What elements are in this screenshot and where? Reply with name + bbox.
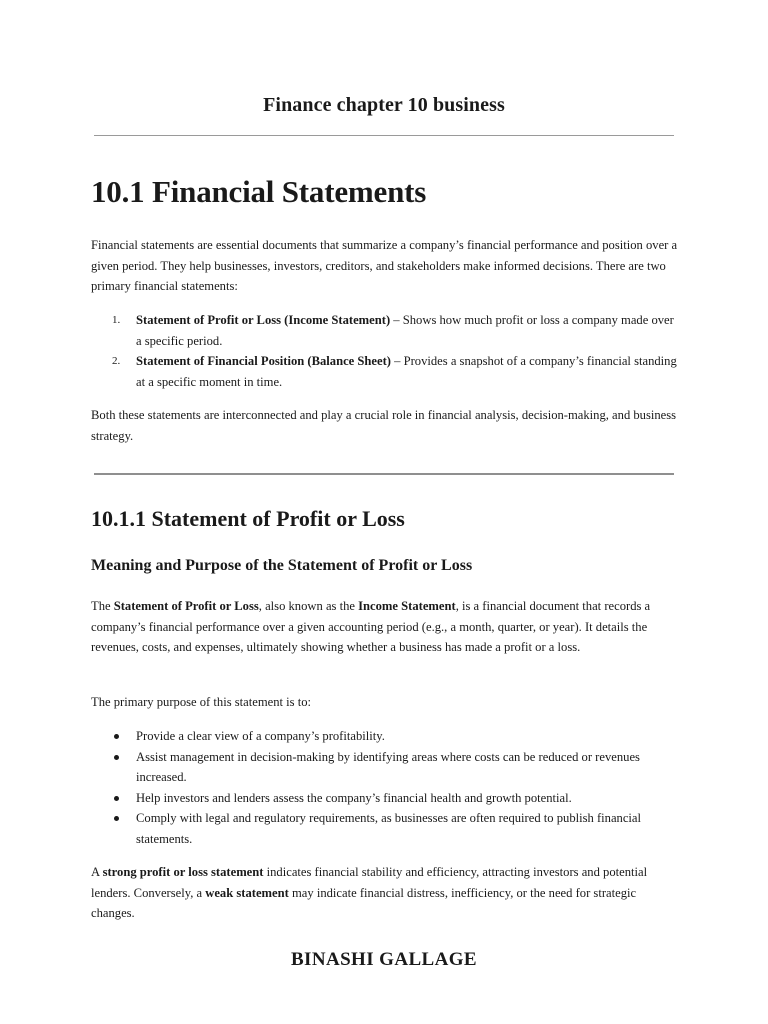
list-item xyxy=(91,808,681,849)
list-item xyxy=(91,351,681,392)
bold-term: Statement of Profit or Loss xyxy=(113,599,259,613)
statement-description: – Provides a snapshot of a company’s financial standing at a specific moment in time. xyxy=(136,354,677,389)
text-run: , is a financial document that records a company’s financial performance over a given accounting period (e.g., a month, quarter, or year). It details the revenues, costs, and expenses, ultimately showing whether a business has made a profit or a loss. xyxy=(91,599,651,654)
bullet-icon xyxy=(114,796,119,801)
list-item-text: Comply with legal and regulatory requirements, as businesses are often required to publish financial statements. xyxy=(136,811,642,846)
list-item xyxy=(91,310,681,351)
bold-term: Income Statement xyxy=(358,599,456,613)
section-conclusion-paragraph: Both these statements are interconnected and play a crucial role in financial analysis, decision-making, and business strategy. xyxy=(91,408,677,443)
statements-list xyxy=(91,310,681,392)
section-intro-paragraph: Financial statements are essential documents that summarize a company’s financial performance and position over a given period. They help businesses, investors, creditors, and stakeholders make informed decisions. There are two primary financial statements: xyxy=(91,238,678,293)
section-heading: 10.1 Financial Statements xyxy=(91,174,427,209)
list-item-text: Help investors and lenders assess the company’s financial health and growth potential. xyxy=(136,790,572,805)
bullet-icon xyxy=(114,816,119,821)
text-run: may indicate financial distress, inefficiency, or the need for strategic changes. xyxy=(91,885,637,920)
bold-term: strong profit or loss statement xyxy=(102,865,264,879)
text-run: A xyxy=(91,865,103,879)
document-title: Finance chapter 10 business xyxy=(263,94,505,116)
bullet-icon xyxy=(114,734,119,739)
list-item-text: Provide a clear view of a company’s profitability. xyxy=(136,729,385,743)
statement-term: Statement of Financial Position (Balance Sheet) xyxy=(136,354,391,368)
statement-term: Statement of Profit or Loss (Income Statement) xyxy=(136,313,391,327)
title-divider xyxy=(94,135,674,136)
strength-paragraph xyxy=(91,862,681,924)
purpose-list xyxy=(91,726,681,849)
list-number: 1. xyxy=(112,314,121,326)
list-item-text: Assist management in decision-making by identifying areas where costs can be reduced or revenues increased. xyxy=(136,749,640,784)
purpose-intro-paragraph: The primary purpose of this statement is to: xyxy=(91,695,311,709)
section-divider xyxy=(94,473,674,475)
subsection-heading: 10.1.1 Statement of Profit or Loss xyxy=(91,506,405,531)
author-footer: BINASHI GALLAGE xyxy=(290,949,478,970)
list-item xyxy=(91,726,681,747)
text-run: , also known as the xyxy=(258,599,359,613)
list-item xyxy=(91,788,681,809)
meaning-paragraph xyxy=(91,596,681,658)
list-number: 2. xyxy=(112,355,121,367)
statement-description: – Shows how much profit or loss a company made over a specific period. xyxy=(136,313,674,348)
text-run: The xyxy=(91,599,114,613)
text-run: indicates financial stability and efficiency, attracting investors and potential lenders. Conversely, a xyxy=(91,865,648,900)
bold-term: weak statement xyxy=(205,885,289,900)
bullet-icon xyxy=(114,755,119,760)
list-item xyxy=(91,747,681,788)
meaning-heading: Meaning and Purpose of the Statement of Profit or Loss xyxy=(91,557,473,574)
